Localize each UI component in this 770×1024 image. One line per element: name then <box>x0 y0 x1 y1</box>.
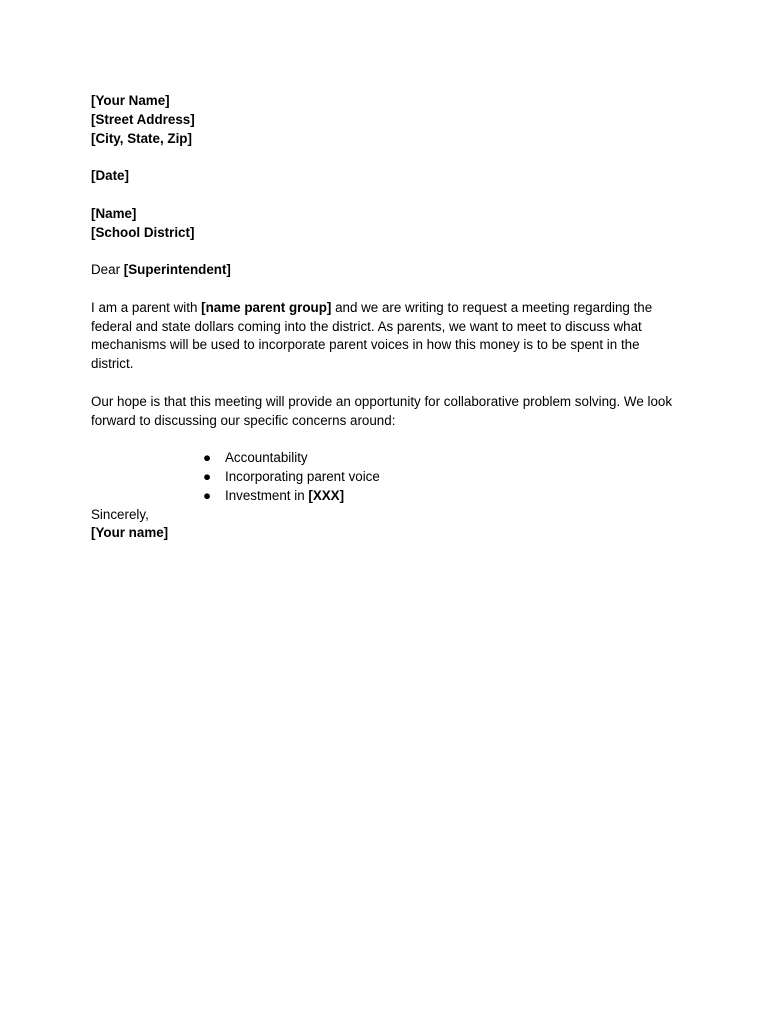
investment-placeholder: [XXX] <box>308 487 345 503</box>
concerns-list <box>91 449 691 505</box>
signature: [Your name] <box>91 525 169 541</box>
paragraph-request <box>91 299 676 374</box>
sender-name: [Your Name] <box>91 93 170 108</box>
letter-page <box>91 92 691 543</box>
list-item-label: Accountability <box>225 450 308 466</box>
salutation-name: [Superintendent] <box>123 262 231 278</box>
bullet-icon: ● <box>203 450 212 466</box>
salutation-prefix: Dear <box>91 262 124 278</box>
sender-city-state-zip: [City, State, Zip] <box>91 130 192 146</box>
bullet-icon: ● <box>203 468 212 484</box>
bullet-icon: ● <box>203 487 212 503</box>
salutation <box>91 261 691 280</box>
list-item <box>203 487 691 506</box>
paragraph-request-lead: I am a parent with <box>91 299 202 315</box>
paragraph-hope: Our hope is that this meeting will provide an opportunity for collaborative problem solving. We look forward to discussing our specific concerns around: <box>91 393 673 428</box>
recipient-block <box>91 205 691 243</box>
sender-street: [Street Address] <box>91 111 195 127</box>
recipient-district: [School District] <box>91 224 195 240</box>
letter-date: [Date] <box>91 168 129 184</box>
list-item-label: Incorporating parent voice <box>225 468 380 484</box>
recipient-name: [Name] <box>91 205 137 221</box>
list-item <box>203 468 691 487</box>
parent-group-placeholder: [name parent group] <box>201 299 332 315</box>
closing: Sincerely, <box>91 506 149 522</box>
list-item-label: Investment in <box>225 487 309 503</box>
sender-block <box>91 92 691 148</box>
paragraph-request-rest: and we are writing to request a meeting regarding the federal and state dollars coming into the district. As parents, we want to meet to discuss what mechanisms will be used to incorporate parent voices in how this money is to be spent in the district. <box>91 299 653 372</box>
list-item <box>203 449 691 468</box>
